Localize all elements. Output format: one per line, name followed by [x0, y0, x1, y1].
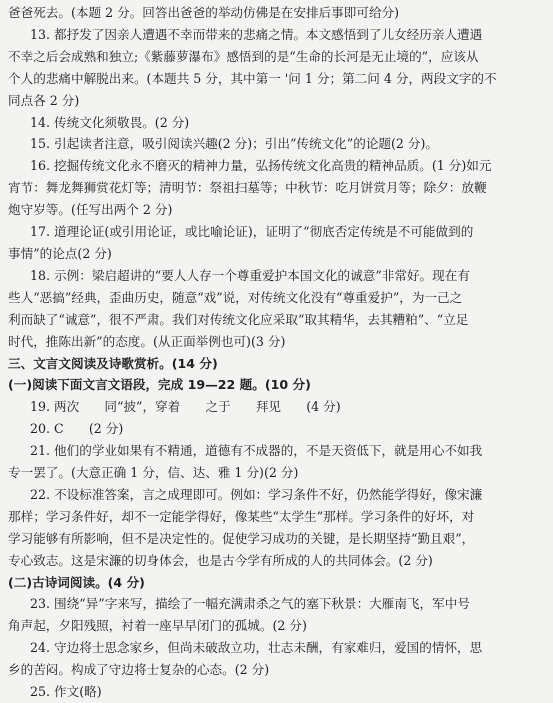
text-line: 19. 两次 同“披”，穿着 之于 拜见 (4 分): [30, 399, 341, 415]
text-line: 24. 守边将士思念家乡，但尚未破敌立功，壮志未酬，有家难归，爱国的情怀，思: [30, 640, 483, 656]
text-line: 学习能够有所影响，但不是决定性的。促使学习成功的关键，是长期坚持“勤且艰”，: [8, 530, 475, 546]
section-heading: (一)阅读下面文言文语段，完成 19—22 题。(10 分): [8, 377, 311, 393]
section-heading: 三、文言文阅读及诗歌赏析。(14 分): [8, 355, 218, 371]
text-line: 些人“恶搞”经典，歪曲历史，随意“戏”说，对传统文化没有“尊重爱护”，为一己之: [8, 289, 463, 305]
text-line: 16. 挖掘传统文化永不磨灭的精神力量，弘扬传统文化高贵的精神品质。(1 分)如元: [30, 158, 492, 174]
text-line: 17. 道理论证(或引用论证，或比喻论证)，证明了“彻底否定传统是不可能做到的: [30, 224, 474, 240]
text-line: 个人的悲痛中解脱出来。(本题共 5 分，其中第一 '问 1 分；第二问 4 分，两段文字的不: [8, 70, 497, 86]
text-line: 22. 不设标准答案，言之成理即可。例如：学习条件不好，仍然能学得好，像宋濂: [30, 486, 483, 502]
text-line: 角声起，夕阳残照，衬着一座早早闭门的孤城。(2 分): [8, 618, 307, 634]
text-line: 同点各 2 分): [8, 92, 80, 108]
text-line: 那样；学习条件好，却不一定能学得好，像某些“太学生”那样。学习条件的好坏，对: [8, 508, 475, 524]
text-line: 13. 都抒发了因亲人遭遇不幸而带来的悲痛之情。本文感悟到了儿女经历亲人遭遇: [30, 26, 483, 42]
text-line: 专心致志。这是宋濂的切身体会，也是古今学有所成的人的共同体会。(2 分): [8, 552, 433, 568]
text-line: 事情”的论点(2 分): [8, 245, 112, 261]
text-line: 宵节：舞龙舞狮赏花灯等；清明节：祭祖扫墓等；中秋节：吃月饼赏月等；除夕：放鞭: [8, 180, 487, 196]
text-line: 25. 作文(略): [30, 684, 102, 700]
text-line: 利而缺了“诚意”，很不严肃。我们对传统文化应采取“取其精华，去其糟粕”、“立足: [8, 311, 469, 327]
text-line: 14. 传统文化须敬畏。(2 分): [30, 114, 190, 130]
text-line: 23. 围绕“异”字来写，描绘了一幅充满肃杀之气的塞下秋景：大雁南飞，军中号: [30, 596, 470, 612]
text-line: 专一罢了。(大意正确 1 分，信、达、雅 1 分)(2 分): [8, 465, 299, 481]
text-line: 时代，推陈出新”的态度。(从正面举例也可)(3 分): [8, 333, 286, 349]
section-heading: (二)古诗词阅读。(4 分): [8, 574, 145, 590]
text-line: 炮守岁等。(任写出两个 2 分): [8, 202, 173, 218]
text-line: 20. C (2 分): [30, 421, 124, 437]
text-line: 18. 示例：梁启超讲的“要人人存一个尊重爱护本国文化的诚意”非常好。现在有: [30, 267, 470, 283]
text-line: 爸爸死去。(本题 2 分。回答出爸爸的举动仿佛是在安排后事即可给分): [8, 5, 400, 20]
text-line: 不幸之后会成熟和独立;《紫藤萝瀑布》感悟到的是“生命的长河是无止境的”，应该从: [8, 48, 479, 64]
text-line: 21. 他们的学业如果有不精通，道德有不成器的，不是天资低下，就是用心不如我: [30, 443, 483, 459]
text-line: 乡的苦闷。构成了守边将士复杂的心态。(2 分): [8, 662, 270, 678]
text-line: 15. 引起读者注意，吸引阅读兴趣(2 分)；引出“传统文化”的论题(2 分)。: [30, 136, 439, 152]
